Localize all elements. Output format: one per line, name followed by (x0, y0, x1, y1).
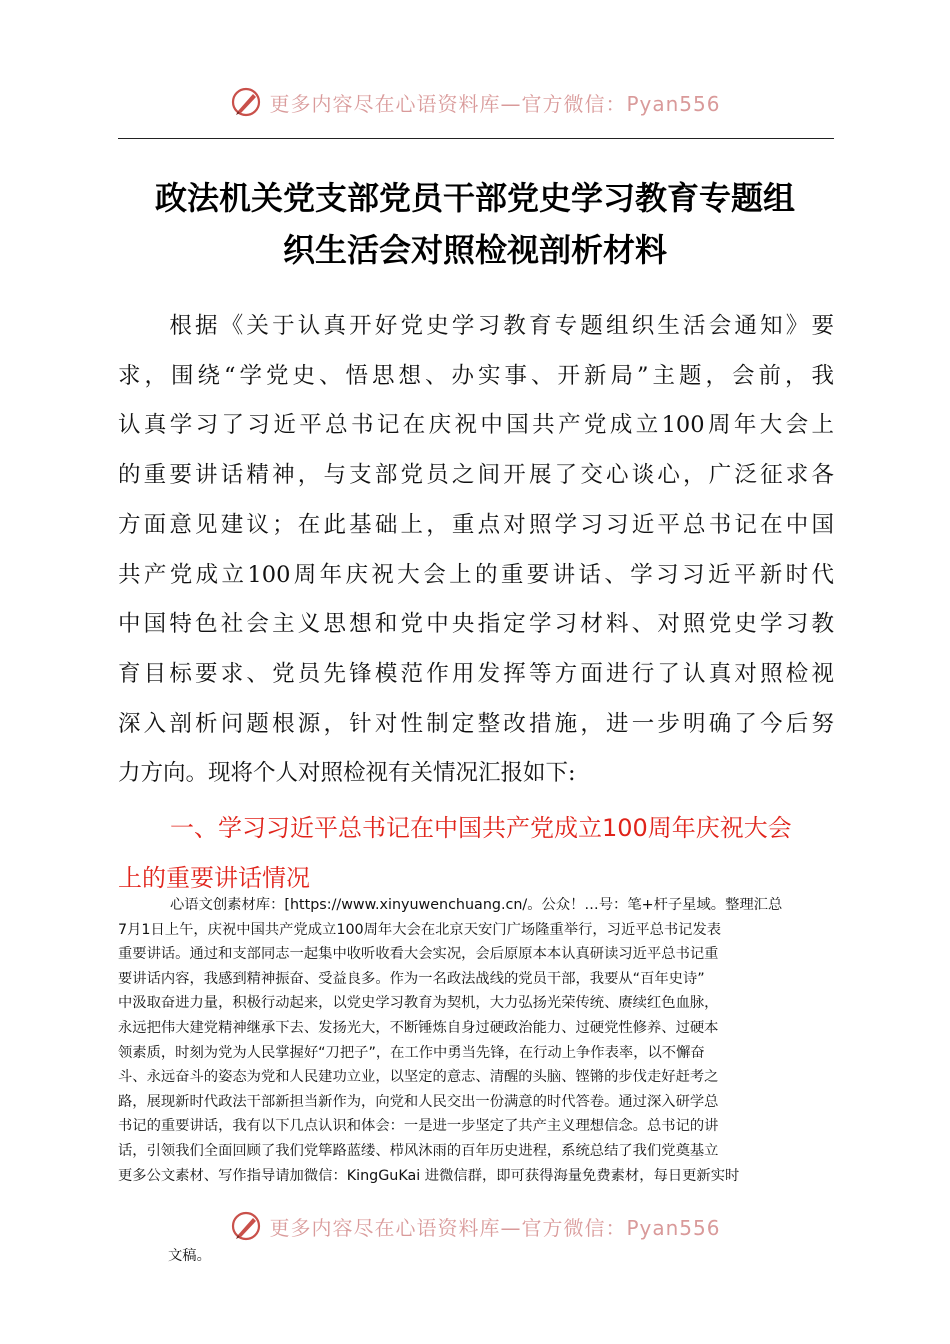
heading-line: 一、学习习近平总书记在中国共产党成立100周年庆祝大会 (170, 814, 792, 842)
small-text-line: 心语文创素材库：[https://www.xinyuwenchuang.cn/。公众！…号：笔+杆子星域。整理汇总 (170, 897, 783, 913)
body-line: 方面意见建议；在此基础上，重点对照学习习近平总书记在中国 (118, 511, 834, 538)
body-line: 认真学习了习近平总书记在庆祝中国共产党成立100周年大会上 (118, 412, 834, 439)
title-line: 政法机关党支部党员干部党史学习教育专题组 (154, 179, 795, 217)
small-text-line: 要讲话内容，我感到精神振奋、受益良多。作为一名政法战线的党员干部，我要从“百年史诗” (118, 970, 705, 987)
pen-logo-icon (229, 1209, 263, 1243)
section-heading (118, 803, 834, 903)
footer-banner[interactable] (0, 1206, 950, 1246)
pen-logo-icon (229, 85, 263, 119)
body-paragraph (118, 302, 834, 799)
small-text-line: 重要讲话。通过和支部同志一起集中收听收看大会实况，会后原原本本认真研读习近平总书记重 (118, 946, 719, 963)
title-line: 织生活会对照检视剖析材料 (282, 231, 667, 269)
small-text-line: 书记的重要讲话，我有以下几点认识和体会：一是进一步坚定了共产主义理想信念。总书记的讲 (118, 1118, 719, 1135)
small-text-line: 中汲取奋进力量，积极行动起来，以党史学习教育为契机，大力弘扬光荣传统、赓续红色血脉， (118, 995, 719, 1012)
heading-line: 上的重要讲话情况 (118, 864, 310, 892)
small-text-line: 话，引领我们全面回顾了我们党筚路蓝缕、栉风沐雨的百年历史进程，系统总结了我们党奠基立 (118, 1142, 719, 1159)
body-line: 力方向。现将个人对照检视有关情况汇报如下: (118, 760, 576, 787)
small-text-line: 永远把伟大建党精神继承下去、发扬光大，不断锤炼自身过硬政治能力、过硬党性修养、过硬本 (118, 1019, 719, 1036)
body-line: 的重要讲话精神，与支部党员之间开展了交心谈心，广泛征求各 (118, 462, 834, 489)
small-text-line: 领素质，时刻为党为人民掌握好“刀把子”，在工作中勇当先锋，在行动上争作表率，以不懈奋 (118, 1044, 705, 1061)
small-text-line: 7月1日上午，庆祝中国共产党成立100周年大会在北京天安门广场隆重举行，习近平总书记发表 (118, 921, 722, 938)
small-text-line: 斗、永远奋斗的姿态为党和人民建功立业，以坚定的意志、清醒的头脑、铿锵的步伐走好赶考之 (118, 1069, 719, 1086)
body-line: 深入剖析问题根源，针对性制定整改措施，进一步明确了今后努 (118, 710, 834, 737)
header-divider (118, 138, 834, 139)
header-banner-text: 更多内容尽在心语资料库—官方微信：Pyan556 (269, 91, 721, 116)
body-line: 共产党成立100周年庆祝大会上的重要讲话、学习习近平新时代 (118, 561, 834, 588)
small-text-line: 更多公文素材、写作指导请加微信：KingGuKai 进微信群，即可获得海量免费素材，每日更新实时 (118, 1167, 740, 1184)
tail-text: 文稿。 (168, 1248, 211, 1264)
body-line: 根据《关于认真开好党史学习教育专题组织生活会通知》要 (118, 313, 834, 339)
header-banner[interactable] (0, 82, 950, 122)
small-text-block (118, 893, 834, 1188)
body-line: 育目标要求、党员先锋模范作用发挥等方面进行了认真对照检视 (118, 660, 834, 687)
small-text-line: 路，展现新时代政法干部新担当新作为，向党和人民交出一份满意的时代答卷。通过深入研学总 (118, 1093, 719, 1110)
body-line: 求，围绕“学党史、悟思想、办实事、开新局”主题，会前，我 (118, 362, 834, 389)
footer-banner-text: 更多内容尽在心语资料库—官方微信：Pyan556 (269, 1215, 721, 1240)
document-title (110, 172, 840, 276)
body-line: 中国特色社会主义思想和党中央指定学习材料、对照党史学习教 (118, 611, 834, 638)
